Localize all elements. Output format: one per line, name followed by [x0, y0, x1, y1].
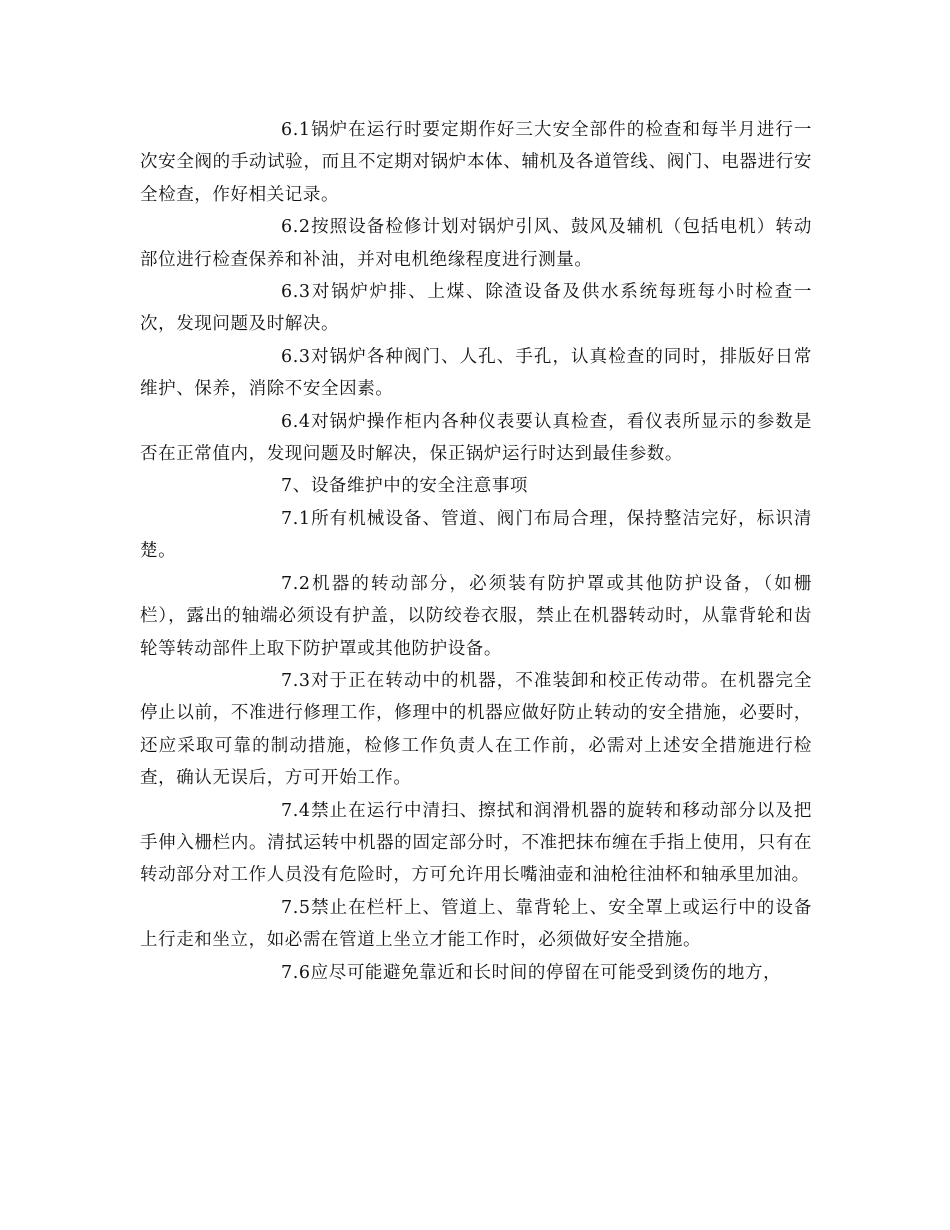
document-body [140, 114, 812, 989]
paragraph-7-3: 7.3对于正在转动中的机器，不准装卸和校正传动带。在机器完全停止以前，不准进行修理工作，修理中的机器应做好防止转动的安全措施，必要时，还应采取可靠的制动措施，检修工作负责人在工作前，必需对上述安全措施进行检查，确认无误后，方可开始工作。 [140, 670, 812, 789]
paragraph-7-6: 7.6应尽可能避免靠近和长时间的停留在可能受到烫伤的地方， [281, 962, 782, 983]
paragraph-7-2: 7.2机器的转动部分，必须装有防护罩或其他防护设备，（如栅栏），露出的轴端必须设有护盖，以防绞卷衣服，禁止在机器转动时，从靠背轮和齿轮等转动部件上取下防护罩或其他防护设备。 [140, 573, 812, 659]
paragraph-6-1: 6.1锅炉在运行时要定期作好三大安全部件的检查和每半月进行一次安全阀的手动试验，而且不定期对锅炉本体、辅机及各道管线、阀门、电器进行安全检查，作好相关记录。 [140, 120, 812, 205]
paragraph-6-4: 6.4对锅炉操作柜内各种仪表要认真检查，看仪表所显示的参数是否在正常值内，发现问题及时解决，保正锅炉运行时达到最佳参数。 [140, 411, 812, 465]
paragraph-7-4: 7.4禁止在运行中清扫、擦拭和润滑机器的旋转和移动部分以及把手伸入栅栏内。清拭运转中机器的固定部分时，不准把抹布缠在手指上使用，只有在转动部分对工作人员没有危险时，方可允许用长嘴油壶和油枪往油杯和轴承里加油。 [140, 800, 812, 886]
section-heading-7: 7、设备维护中的安全注意事项 [281, 476, 529, 497]
paragraph-7-1: 7.1所有机械设备、管道、阀门布局合理，保持整洁完好，标识清楚。 [140, 508, 812, 562]
paragraph-6-3-inspection: 6.3对锅炉炉排、上煤、除渣设备及供水系统每班每小时检查一次，发现问题及时解决。 [140, 282, 812, 335]
paragraph-6-3-valves: 6.3对锅炉各种阀门、人孔、手孔，认真检查的同时，排版好日常维护、保养，消除不安全因素。 [140, 346, 812, 400]
paragraph-6-2: 6.2按照设备检修计划对锅炉引风、鼓风及辅机（包括电机）转动部位进行检查保养和补油，并对电机绝缘程度进行测量。 [140, 217, 812, 270]
paragraph-7-5: 7.5禁止在栏杆上、管道上、靠背轮上、安全罩上或运行中的设备上行走和坐立，如必需在管道上坐立才能工作时，必须做好安全措施。 [140, 897, 812, 951]
